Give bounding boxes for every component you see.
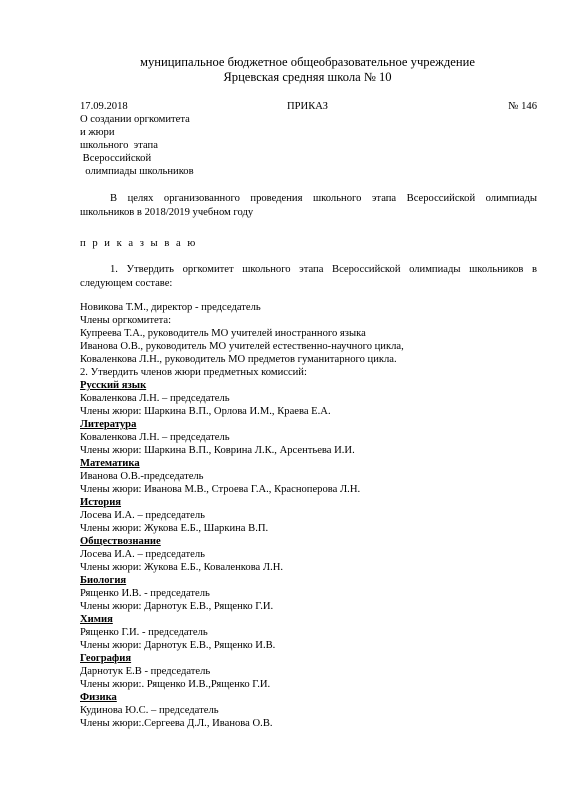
body-line: Члены жюри: Шаркина В.П., Орлова И.М., Краева Е.А. xyxy=(80,406,331,417)
subject-line: школьного этапа xyxy=(80,140,158,151)
body-line: Купреева Т.А., руководитель МО учителей иностранного языка xyxy=(80,328,366,339)
subject-line: и жюри xyxy=(80,127,115,138)
order-number: № 146 xyxy=(508,101,537,112)
school-type-line: муниципальное бюджетное общеобразовательное учреждение xyxy=(140,55,475,69)
subject-heading: История xyxy=(80,497,122,508)
body-line: Иванова О.В., руководитель МО учителей естественно-научного цикла, xyxy=(80,341,404,352)
preamble-paragraph xyxy=(80,192,537,220)
body-line: Рященко И.В. - председатель xyxy=(80,588,210,599)
body-line: Члены жюри: Шаркина В.П., Коврина Л.К., Арсентьева И.И. xyxy=(80,445,355,456)
body-line: Члены жюри:. Рященко И.В.,Рященко Г.И. xyxy=(80,679,271,690)
body-line: Коваленкова Л.Н., руководитель МО предметов гуманитарного цикла. xyxy=(80,354,397,365)
item-1-text: 1. Утвердить оргкомитет школьного этапа Всероссийской олимпиады школьников в следующем составе: xyxy=(80,264,537,289)
body-line: Члены жюри: Жукова Е.Б., Шаркина В.П. xyxy=(80,523,269,534)
body-line: Дарнотук Е.В - председатель xyxy=(80,666,211,677)
body-line: Лосева И.А. – председатель xyxy=(80,549,205,560)
subject-heading: Химия xyxy=(80,614,113,625)
body-line: Члены жюри: Иванова М.В., Строева Г.А., Красноперова Л.Н. xyxy=(80,484,361,495)
body-line: Члены жюри: Дарнотук Е.В., Рященко Г.И. xyxy=(80,601,274,612)
subject-line: олимпиады школьников xyxy=(80,166,194,177)
order-date: 17.09.2018 xyxy=(80,101,128,112)
order-meta-row xyxy=(80,100,537,114)
body-line: Члены оргкомитета: xyxy=(80,315,172,326)
body-line: Члены жюри:.Сергеева Д.Л., Иванова О.В. xyxy=(80,718,273,729)
subject-heading: География xyxy=(80,653,132,664)
body-line: Лосева И.А. – председатель xyxy=(80,510,205,521)
subject-heading: Литература xyxy=(80,419,137,430)
body-line: 2. Утвердить членов жюри предметных комиссий: xyxy=(80,367,307,378)
subject-line: Всероссийской xyxy=(80,153,152,164)
body-line: Рященко Г.И. - председатель xyxy=(80,627,208,638)
body-line: Коваленкова Л.Н. – председатель xyxy=(80,432,230,443)
order-subject xyxy=(80,113,280,178)
body-line: Новикова Т.М., директор - председатель xyxy=(80,302,261,313)
subject-heading: Биология xyxy=(80,575,127,586)
prikazyvayu-word: п р и к а з ы в а ю xyxy=(80,238,198,249)
subject-heading: Математика xyxy=(80,458,140,469)
body-line: Иванова О.В.-председатель xyxy=(80,471,204,482)
item-1-paragraph xyxy=(80,263,537,291)
subject-heading: Обществознание xyxy=(80,536,161,547)
body-line: Члены жюри: Жукова Е.Б., Коваленкова Л.Н. xyxy=(80,562,284,573)
body-line: Коваленкова Л.Н. – председатель xyxy=(80,393,230,404)
preamble-text: В целях организованного проведения школьного этапа Всероссийской олимпиады школьников в 2018/2019 учебном году xyxy=(80,193,537,218)
subject-heading: Русский язык xyxy=(80,380,147,391)
body-line: Члены жюри: Дарнотук Е.В., Рященко И.В. xyxy=(80,640,276,651)
body-line: Кудинова Ю.С. – председатель xyxy=(80,705,219,716)
subject-line: О создании оргкомитета xyxy=(80,114,190,125)
order-body-lines xyxy=(80,301,537,730)
subject-heading: Физика xyxy=(80,692,117,703)
school-name-line: Ярцевская средняя школа № 10 xyxy=(223,70,392,84)
order-title: ПРИКАЗ xyxy=(287,101,328,112)
